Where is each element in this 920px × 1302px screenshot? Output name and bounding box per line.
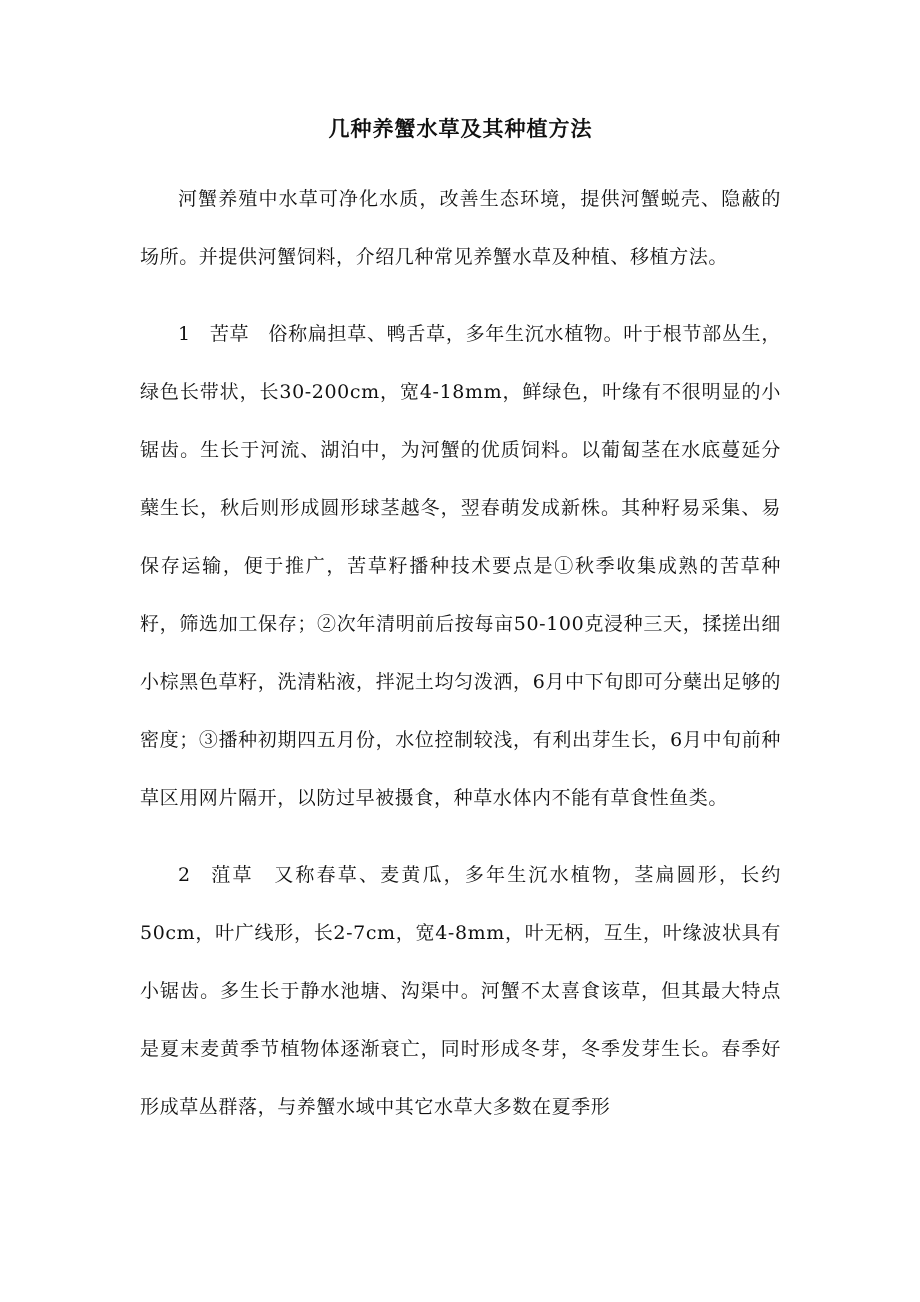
section-1-paragraph — [140, 305, 781, 827]
intro-paragraph: 河蟹养殖中水草可净化水质，改善生态环境，提供河蟹蜕壳、隐蔽的场所。并提供河蟹饲料，介绍几种常见养蟹水草及种植、移植方法。 — [140, 188, 781, 268]
section-2-paragraph — [140, 846, 781, 1136]
section-2-name: 菹草 — [209, 864, 254, 886]
section-1-text: 俗称扁担草、鸭舌草，多年生沉水植物。叶于根节部丛生，绿色长带状，长30-200cm，宽4-18mm，鲜绿色，叶缘有不很明显的小锯齿。生长于河流、湖泊中，为河蟹的优质饲料。以葡匐茎在水底蔓延分蘖生长，秋后则形成圆形球茎越冬，翌春萌发成新株。其种籽易采集、易保存运输，便于推广，苦草籽播种技术要点是①秋季收集成熟的苦草种籽，筛选加工保存；②次年清明前后按每亩50-100克浸种三天，揉搓出细小棕黑色草籽，洗清粘液，拌泥土均匀泼洒，6月中下旬即可分蘖出足够的密度；③播种初期四五月份，水位控制较浅，有利出芽生长，6月中旬前种草区用网片隔开，以防过早被摄食，种草水体内不能有草食性鱼类。 — [140, 323, 781, 809]
document-title: 几种养蟹水草及其种植方法 — [328, 116, 593, 141]
section-2-text: 又称春草、麦黄瓜，多年生沉水植物，茎扁圆形，长约50cm，叶广线形，长2-7cm，宽4-8mm，叶无柄，互生，叶缘波状具有小锯齿。多生长于静水池塘、沟渠中。河蟹不太喜食该草，但其最大特点是夏末麦黄季节植物体逐渐衰亡，同时形成冬芽，冬季发芽生长。春季好形成草丛群落，与养蟹水域中其它水草大多数在夏季形 — [140, 864, 782, 1118]
section-1-name: 苦草 — [209, 323, 250, 345]
section-2-number: 2 — [178, 864, 191, 886]
section-1-number: 1 — [178, 323, 191, 345]
